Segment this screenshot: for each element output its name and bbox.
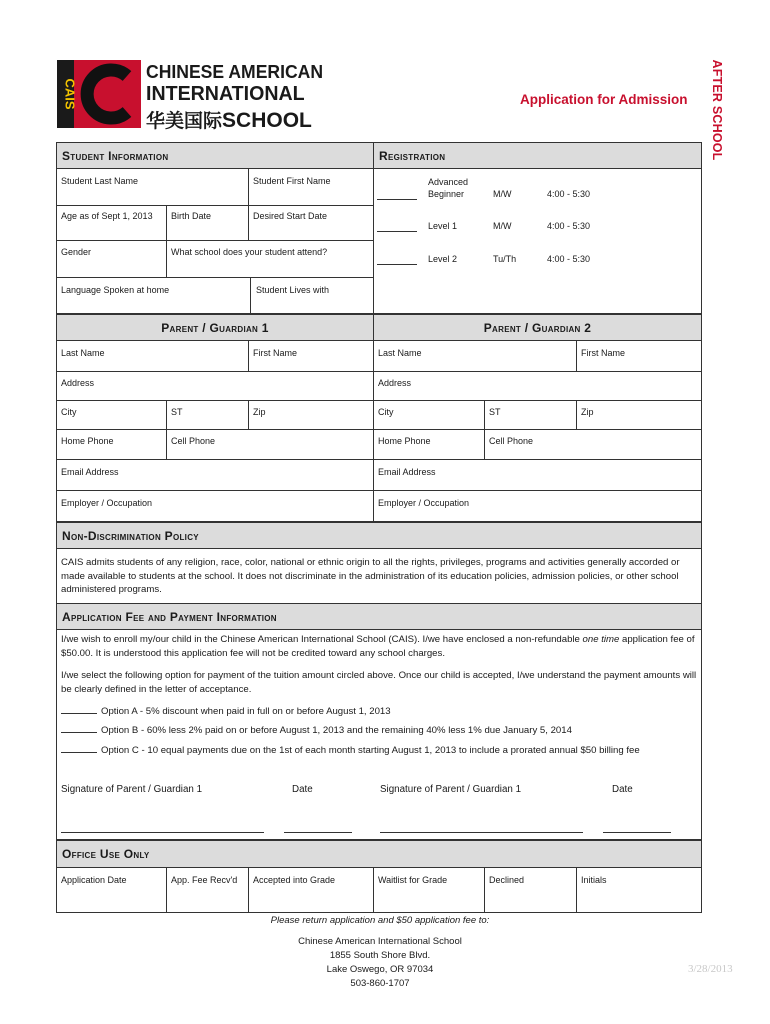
registration-time: 4:00 - 5:30	[547, 254, 591, 264]
footer-address-1: Chinese American International School	[298, 936, 462, 947]
registration-level: Advanced Beginner	[428, 177, 469, 199]
parents-box	[56, 340, 702, 522]
office-box	[56, 867, 702, 913]
payment-para1-italic: one time	[582, 634, 620, 645]
school-logo	[57, 60, 141, 128]
p2-last-name-label: Last Name	[378, 348, 422, 358]
p1-employer-label: Employer / Occupation	[61, 498, 153, 508]
payment-para2: I/we select the following option for payment of the tuition amount circled above. Once our child is accepted, I/we understand the payment amounts will be clearly defined in the letter of acceptance.	[61, 670, 697, 695]
registration-header: Registration	[373, 142, 702, 169]
p1-zip-label: Zip	[253, 407, 266, 417]
school-name-line1: CHINESE AMERICAN	[146, 61, 324, 82]
registration-checkbox-line[interactable]	[377, 199, 417, 200]
date2-label: Date	[612, 784, 633, 795]
payment-header: Application Fee and Payment Information	[56, 603, 702, 630]
p2-st-label: ST	[489, 407, 501, 417]
footer-address-2: 1855 South Shore Blvd.	[329, 950, 431, 961]
p1-cell-phone-label: Cell Phone	[171, 436, 216, 446]
p1-first-name-label: First Name	[253, 348, 298, 358]
option-b-text: Option B - 60% less 2% paid on or before August 1, 2013 and the remaining 40% less 1% due January 5, 2014	[101, 725, 572, 736]
registration-time: 4:00 - 5:30	[547, 189, 591, 199]
registration-days: M/W	[493, 221, 512, 231]
registration-checkbox-line[interactable]	[377, 231, 417, 232]
student-last-name-label: Student Last Name	[61, 176, 139, 186]
p1-st-label: ST	[171, 407, 183, 417]
p1-last-name-label: Last Name	[61, 348, 105, 358]
date2-line[interactable]	[603, 832, 671, 833]
school-name-line2: INTERNATIONAL	[146, 83, 305, 105]
date1-label: Date	[292, 784, 313, 795]
office-waitlist: Waitlist for Grade	[378, 875, 448, 885]
p2-first-name-label: First Name	[581, 348, 626, 358]
office-application-date: Application Date	[61, 875, 127, 885]
p2-employer-label: Employer / Occupation	[378, 498, 470, 508]
lives-with-label: Student Lives with	[256, 285, 330, 295]
office-accepted-grade: Accepted into Grade	[253, 875, 336, 885]
registration-days: Tu/Th	[493, 254, 517, 264]
school-name-chinese: 华美国际	[146, 111, 223, 132]
signature1-line[interactable]	[61, 832, 264, 833]
date-stamp: 3/28/2013	[688, 963, 733, 975]
desired-start-date-label: Desired Start Date	[253, 211, 328, 221]
p1-email-label: Email Address	[61, 467, 119, 477]
footer-address-3: Lake Oswego, OR 97034	[326, 964, 434, 975]
student-first-name-label: Student First Name	[253, 176, 331, 186]
footer-note: Please return application and $50 application fee to:	[270, 915, 490, 926]
registration-level: Level 2	[428, 254, 458, 264]
parent1-header: Parent / Guardian 1	[56, 314, 374, 341]
signature2-line[interactable]	[380, 832, 583, 833]
student-info-header: Student Information	[56, 142, 374, 169]
option-a-text: Option A - 5% discount when paid in full on or before August 1, 2013	[101, 706, 391, 717]
option-c-blank[interactable]	[61, 752, 97, 753]
parent2-header: Parent / Guardian 2	[373, 314, 702, 341]
footer-phone: 503-860-1707	[350, 978, 410, 989]
non-discrimination-text: CAIS admits students of any religion, race, color, national or ethnic origin to all the rights, privileges, programs and activities generally accorded or made available to students at the school. It does not discriminate in the administration of its education policies, admission policies, or other school administered programs.	[61, 557, 680, 595]
payment-option-a	[61, 705, 697, 719]
registration-days: M/W	[493, 189, 512, 199]
office-fee-received: App. Fee Recv'd	[171, 875, 238, 885]
p2-city-label: City	[378, 407, 394, 417]
language-label: Language Spoken at home	[61, 285, 170, 295]
option-c-text: Option C - 10 equal payments due on the 1st of each month starting August 1, 2013 to include a prorated annual $50 billing fee	[101, 745, 640, 756]
birth-date-label: Birth Date	[171, 211, 212, 221]
p2-cell-phone-label: Cell Phone	[489, 436, 534, 446]
non-discrimination-header: Non-Discrimination Policy	[56, 522, 702, 549]
p2-home-phone-label: Home Phone	[378, 436, 431, 446]
option-b-blank[interactable]	[61, 732, 97, 733]
payment-para1-end: application fee of $50.00. It is understood this application fee will not be credited toward any school charges.	[61, 634, 695, 659]
gender-label: Gender	[61, 247, 92, 257]
p2-zip-label: Zip	[581, 407, 594, 417]
p1-address-label: Address	[61, 378, 95, 388]
signature1-label: Signature of Parent / Guardian 1	[61, 784, 203, 795]
registration-level: Level 1	[428, 221, 458, 231]
p1-home-phone-label: Home Phone	[61, 436, 114, 446]
side-tab-label: AFTER SCHOOL	[710, 59, 724, 161]
payment-para1-start: I/we wish to enroll my/our child in the Chinese American International School (CAIS). I/we have enclosed a non-refundable	[61, 634, 583, 645]
p2-email-label: Email Address	[378, 467, 436, 477]
signature2-label: Signature of Parent / Guardian 1	[380, 784, 522, 795]
p1-city-label: City	[61, 407, 77, 417]
date1-line[interactable]	[284, 832, 352, 833]
payment-option-c	[61, 744, 706, 758]
side-tab	[706, 60, 728, 160]
application-title: Application for Admission	[520, 92, 688, 107]
office-declined: Declined	[489, 875, 525, 885]
option-a-blank[interactable]	[61, 713, 97, 714]
payment-para1	[61, 633, 697, 660]
registration-time: 4:00 - 5:30	[547, 221, 591, 231]
age-label: Age as of Sept 1, 2013	[61, 211, 153, 221]
registration-checkbox-line[interactable]	[377, 264, 417, 265]
school-name-school: SCHOOL	[222, 109, 312, 132]
school-attend-label: What school does your student attend?	[171, 247, 328, 257]
svg-text:CAIS: CAIS	[62, 78, 78, 110]
payment-option-b	[61, 724, 697, 738]
p2-address-label: Address	[378, 378, 412, 388]
school-name-line3	[146, 106, 312, 133]
office-header: Office Use Only	[56, 840, 702, 868]
office-initials: Initials	[581, 875, 607, 885]
